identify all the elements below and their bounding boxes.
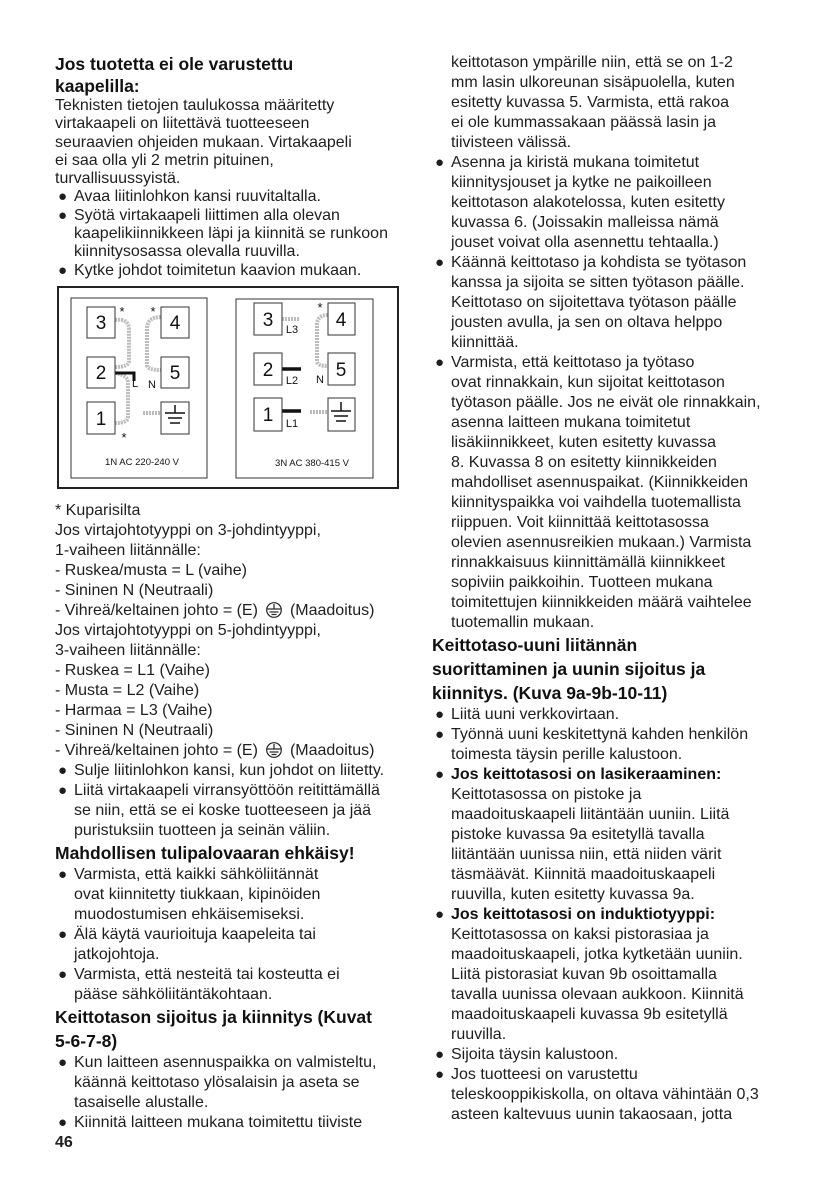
text-line: ei saa olla yli 2 metrin pituinen, (55, 151, 274, 169)
text-line: kiinnittää. (451, 334, 519, 351)
text-line: jatkojohtoja. (74, 946, 160, 963)
label-l2: L2 (285, 375, 299, 387)
left-column-top-section (55, 53, 405, 280)
text-line: työtason päälle. Jos ne eivät ole rinnakkain, (451, 394, 761, 411)
line-text: - Vihreä/keltainen johto = (E) (55, 602, 258, 619)
bullet-icon: ● (58, 926, 68, 943)
bullet-icon: ● (58, 866, 68, 883)
section-heading (55, 1005, 410, 1053)
text-line: mm lasin ulkoreunan sisäpuolella, kuten (451, 74, 735, 91)
bullet-item (432, 905, 792, 1045)
text-line: keittotason ympärille niin, että se on 1-2 (451, 54, 733, 71)
text-line: toimesta täysin perille kalustoon. (451, 746, 683, 763)
section-heading (432, 633, 792, 705)
text-line: Liitä uuni verkkovirtaan. (451, 706, 620, 723)
text-line: Mahdollisen tulipalovaaran ehkäisy! (55, 843, 355, 863)
text-line: Jos keittotasosi on lasikeraaminen: (451, 766, 722, 783)
text-line (55, 741, 410, 761)
bullet-item (55, 1053, 410, 1113)
bullet-item (55, 1113, 410, 1133)
text-line: - Harmaa = L3 (Vaihe) (55, 702, 213, 719)
text-line: esitetty kuvassa 5. Varmista, että rakoa (451, 94, 730, 111)
text-line: kiinnitysosassa olevalla ruuvilla. (74, 243, 300, 261)
text-line: asenna laitteen mukana toimitetut (451, 414, 691, 431)
bullet-item (55, 781, 410, 841)
text-line: kaapelilla: (55, 76, 140, 96)
text-line: kuvassa 6. (Joissakin malleissa nämä (451, 214, 719, 231)
bullet-item (55, 188, 405, 206)
line-text: (Maadoitus) (289, 742, 375, 759)
bullet-icon: ● (435, 1066, 445, 1083)
bullet-icon: ● (58, 762, 68, 779)
text-line: Keittotason sijoitus ja kiinnitys (Kuvat (55, 1007, 372, 1027)
text-line: muodostumisen ehkäisemiseksi. (74, 906, 305, 923)
text-line: Jos virtajohtotyyppi on 5-johdintyyppi, (55, 622, 321, 639)
text-line (55, 601, 410, 621)
text-line: kiinnitys. (Kuva 9a-9b-10-11) (432, 683, 668, 703)
text-line: 3-vaiheen liitännälle: (55, 642, 201, 659)
terminal-5: 5 (169, 363, 181, 384)
terminal-2: 2 (262, 360, 274, 381)
text-line: Syötä virtakaapeli liittimen alla olevan (74, 206, 340, 224)
text-line: 1-vaiheen liitännälle: (55, 542, 201, 559)
label-l3: L3 (285, 324, 299, 336)
text-line: ovat rinnakkain, kun sijoitat keittotason (451, 374, 725, 391)
text-line: kanssa ja sijoita se sitten työtason päälle. (451, 274, 745, 291)
text-line: Jos virtajohtotyyppi on 3-johdintyyppi, (55, 522, 321, 539)
paragraph (432, 53, 792, 153)
voltage-label: 3N AC 380-415 V (275, 458, 349, 469)
earth-icon (264, 742, 284, 758)
text-line: - Ruskea = L1 (Vaihe) (55, 662, 210, 679)
voltage-label: 1N AC 220-240 V (105, 457, 179, 468)
text-line: - Musta = L2 (Vaihe) (55, 682, 200, 699)
terminal-4: 4 (335, 310, 347, 331)
bullet-icon: ● (58, 188, 68, 206)
asterisk: * (150, 304, 156, 319)
text-line: sopiviin paikkoihin. Tuotteen mukana (451, 574, 713, 591)
bullet-icon: ● (435, 254, 445, 271)
text-line: tuotemallin mukaan. (451, 614, 595, 631)
bullet-item (432, 725, 792, 765)
terminal-1: 1 (262, 405, 274, 426)
text-line: tasaiselle alustalle. (74, 1094, 209, 1111)
text-line: - Ruskea/musta = L (vaihe) (55, 562, 247, 579)
text-line: Kiinnitä laitteen mukana toimitettu tiiviste (74, 1114, 363, 1131)
text-line: jouset voivat olla asennettu tehtaalla.) (451, 234, 719, 251)
bullet-icon: ● (435, 1046, 445, 1063)
text-line: tavalla uunissa olevaan aukkoon. Kiinnitä (451, 986, 744, 1003)
section-heading (55, 841, 410, 865)
text-line: täsmäävät. Kiinnitä maadoituskaapeli (451, 866, 716, 883)
text-line: Liitä virtakaapeli virransyöttöön reitittämällä (74, 782, 380, 799)
text-line: olevien asennusreikien mukaan.) Varmista (451, 534, 752, 551)
text-line: Sijoita täysin kalustoon. (451, 1046, 619, 1063)
label-n: N (148, 379, 156, 391)
text-line: keittotason alakotelossa, kuten esitetty (451, 194, 725, 211)
text-line: turvallisuussyistä. (55, 170, 181, 188)
text-line: Liitä pistorasiat kuvan 9b osoittamalla (451, 966, 717, 983)
terminal-3: 3 (95, 313, 107, 334)
line-text: - Vihreä/keltainen johto = (E) (55, 742, 258, 759)
line-text: (Maadoitus) (289, 602, 375, 619)
bullet-item (432, 1065, 792, 1125)
bullet-icon: ● (58, 1114, 68, 1131)
terminal-2: 2 (95, 363, 107, 384)
text-line: mahdolliset asennuspaikat. (Kiinnikkeiden (451, 474, 749, 491)
text-line: pääse sähköliitäntäkohtaan. (74, 986, 273, 1003)
paragraph (55, 501, 410, 761)
bullet-icon: ● (58, 782, 68, 799)
text-line: Avaa liitinlohkon kansi ruuvitaltalla. (74, 188, 321, 206)
bullet-icon: ● (435, 906, 445, 923)
text-line: riippuen. Voit kiinnittää keittotasossa (451, 514, 709, 531)
bullet-icon: ● (58, 261, 68, 279)
text-line: tiivisteen välissä. (451, 134, 572, 151)
text-line: Jos tuotteesi on varustettu (451, 1066, 638, 1083)
text-line: maadoituskaapeli liitäntään uuniin. Liitä (451, 806, 730, 823)
terminal-5: 5 (335, 360, 347, 381)
bullet-item (432, 705, 792, 725)
label-n: N (316, 374, 324, 386)
text-line: 5-6-7-8) (55, 1031, 118, 1051)
text-line: maadoituskaapeli kuvassa 9b esitetyllä (451, 1006, 728, 1023)
text-line: Keittotaso on sijoitettava työtason päälle (451, 294, 737, 311)
bullet-item (55, 761, 410, 781)
text-line: ruuvilla, kuten esitetty kuvassa 9a. (451, 886, 695, 903)
label-l1: L1 (285, 418, 299, 430)
text-line: ruuvilla. (451, 1026, 507, 1043)
paragraph (55, 97, 405, 188)
bullet-icon: ● (58, 1054, 68, 1071)
text-line: lisäkiinnikkeet, kuten esitetty kuvassa (451, 434, 717, 451)
bullet-item (432, 253, 792, 353)
text-line: se niin, että se ei koske tuotteeseen ja jää (74, 802, 372, 819)
wiring-diagram (55, 285, 400, 490)
text-line: Varmista, että keittotaso ja työtaso (451, 354, 695, 371)
left-column-bottom-section (55, 501, 410, 1133)
terminal-1: 1 (95, 409, 107, 430)
bullet-icon: ● (435, 354, 445, 371)
text-line: Työnnä uuni keskitettynä kahden henkilön (451, 726, 749, 743)
text-line: * Kuparisilta (55, 502, 141, 519)
label-l: L (131, 378, 139, 390)
text-line: Sulje liitinlohkon kansi, kun johdot on liitetty. (74, 762, 385, 779)
asterisk: * (317, 300, 323, 315)
text-line: Varmista, että kaikki sähköliitännät (74, 866, 319, 883)
text-line: teleskooppikiskolla, on oltava vähintään 0,3 (451, 1086, 759, 1103)
terminal-4: 4 (169, 313, 181, 334)
text-line: Teknisten tietojen taulukossa määritetty (55, 97, 335, 114)
text-line: kaapelikiinnikkeen läpi ja kiinnitä se runkoon (74, 225, 388, 243)
text-line: ovat kiinnitetty tiukkaan, kipinöiden (74, 886, 321, 903)
text-line: Keittotasossa on pistoke ja (451, 786, 642, 803)
text-line: Älä käytä vaurioituja kaapeleita tai (74, 926, 316, 943)
text-line: jousten avulla, ja sen on oltava helppo (451, 314, 723, 331)
text-line: kiinnityspaikka voi vaihdella tuotemallista (451, 494, 741, 511)
text-line: - Sininen N (Neutraali) (55, 722, 214, 739)
asterisk: * (119, 304, 125, 319)
text-line: pistoke kuvassa 9a esitetyllä tavalla (451, 826, 705, 843)
text-line: maadoituskaapeli, jotka kytketään uuniin. (451, 946, 743, 963)
text-line: toimitettujen kiinnikkeiden määrä vaihtelee (451, 594, 752, 611)
text-line: Kun laitteen asennuspaikka on valmisteltu, (74, 1054, 377, 1071)
text-line: Jos tuotetta ei ole varustettu (55, 54, 294, 74)
bullet-item (55, 965, 410, 1005)
text-line: kiinnitysjouset ja kytke ne paikoilleen (451, 174, 712, 191)
bullet-item (432, 765, 792, 905)
bullet-icon: ● (435, 726, 445, 743)
text-line: käännä keittotaso ylösalaisin ja aseta se (74, 1074, 360, 1091)
text-line: virtakaapeli on liitettävä tuotteeseen (55, 115, 310, 133)
text-line: Käännä keittotaso ja kohdista se työtason (451, 254, 747, 271)
text-line: Kytke johdot toimitetun kaavion mukaan. (74, 261, 362, 279)
bullet-icon: ● (58, 966, 68, 983)
text-line: Asenna ja kiristä mukana toimitetut (451, 154, 700, 171)
bullet-item (432, 353, 792, 633)
bullet-icon: ● (435, 706, 445, 723)
text-line: rinnakkaisuus kiinnittämällä kiinnikkeet (451, 554, 725, 571)
text-line: 8. Kuvassa 8 on esitetty kiinnikkeiden (451, 454, 717, 471)
asterisk: * (121, 430, 127, 445)
bullet-item (432, 153, 792, 253)
bullet-item (55, 207, 405, 262)
text-line: liitäntään uunissa niin, että niiden värit (451, 846, 722, 863)
section-heading (55, 53, 405, 97)
bullet-icon: ● (435, 766, 445, 783)
bullet-item (55, 262, 405, 280)
bullet-item (432, 1045, 792, 1065)
right-column (432, 53, 792, 1125)
text-line: Varmista, että nesteitä tai kosteutta ei (74, 966, 340, 983)
bullet-icon: ● (58, 206, 68, 224)
text-line: suorittaminen ja uunin sijoitus ja (432, 659, 706, 679)
earth-icon (264, 602, 284, 618)
text-line: - Sininen N (Neutraali) (55, 582, 214, 599)
text-line: Keittotaso-uuni liitännän (432, 635, 638, 655)
terminal-3: 3 (262, 310, 274, 331)
page-number: 46 (55, 1134, 73, 1151)
text-line: puristuksiin tuotteen ja seinän väliin. (74, 822, 331, 839)
text-line: Keittotasossa on kaksi pistorasiaa ja (451, 926, 709, 943)
text-line: ei ole kummassakaan päässä lasin ja (451, 114, 717, 131)
bullet-item (55, 865, 410, 925)
bullet-icon: ● (435, 154, 445, 171)
bullet-item (55, 925, 410, 965)
text-line: asteen kaltevuus uunin takaosaan, jotta (451, 1106, 733, 1123)
text-line: Jos keittotasosi on induktiotyyppi: (451, 906, 716, 923)
text-line: seuraavien ohjeiden mukaan. Virtakaapeli (55, 133, 352, 151)
